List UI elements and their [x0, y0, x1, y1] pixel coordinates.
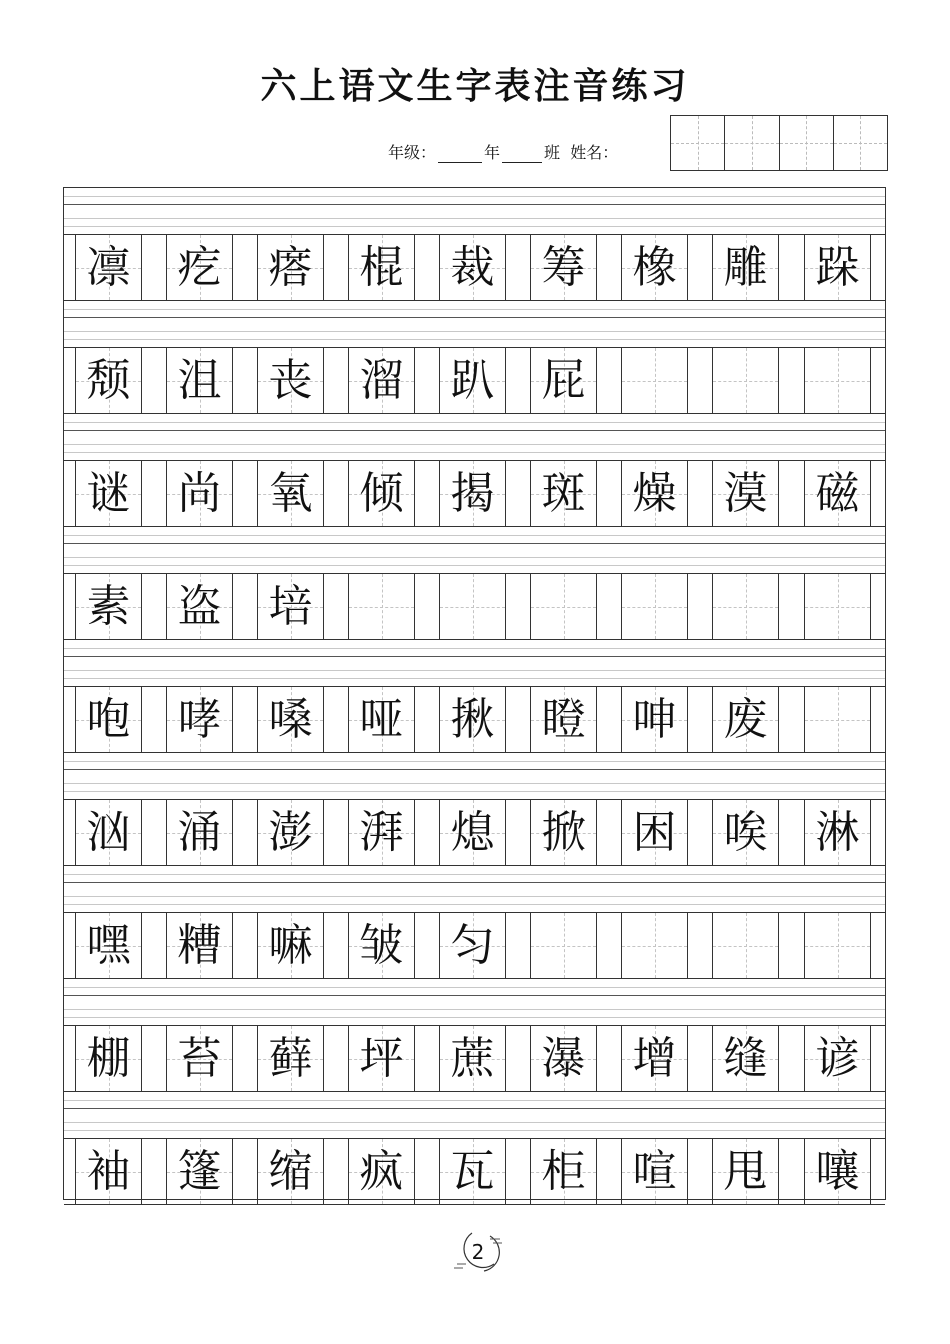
character-cell[interactable]	[166, 348, 233, 413]
character-cell[interactable]	[257, 1026, 324, 1091]
hanzi-character: 嚷	[815, 1146, 860, 1197]
character-cell[interactable]	[712, 1139, 779, 1204]
character-grid	[64, 1025, 885, 1092]
hanzi-character: 唉	[723, 807, 768, 858]
practice-row	[64, 1092, 885, 1205]
character-cell[interactable]	[166, 574, 233, 639]
hanzi-character: 揪	[450, 694, 495, 745]
character-cell[interactable]	[530, 348, 597, 413]
character-cell[interactable]	[257, 913, 324, 978]
character-cell[interactable]	[166, 913, 233, 978]
pinyin-lines[interactable]	[64, 527, 885, 573]
hanzi-character: 培	[268, 581, 313, 632]
character-cell[interactable]	[804, 461, 871, 526]
hanzi-character: 熄	[450, 807, 495, 858]
hanzi-character: 溜	[359, 355, 404, 406]
character-cell[interactable]	[166, 1139, 233, 1204]
character-cell[interactable]	[621, 913, 688, 978]
character-cell[interactable]	[348, 913, 415, 978]
hanzi-character: 嘿	[86, 920, 131, 971]
hanzi-character: 淋	[815, 807, 860, 858]
hanzi-character: 喧	[632, 1146, 677, 1197]
hanzi-character: 嗓	[268, 694, 313, 745]
hanzi-character: 涌	[177, 807, 222, 858]
hanzi-character: 苔	[177, 1033, 222, 1084]
hanzi-character: 袖	[86, 1146, 131, 1197]
character-cell[interactable]	[804, 348, 871, 413]
hanzi-character: 哮	[177, 694, 222, 745]
hanzi-character	[713, 348, 778, 413]
name-box[interactable]	[670, 115, 888, 171]
character-cell[interactable]	[621, 348, 688, 413]
hanzi-character	[622, 913, 687, 978]
grade-label: 年级：	[388, 143, 437, 162]
character-cell[interactable]	[166, 687, 233, 752]
character-cell[interactable]	[75, 687, 142, 752]
hanzi-character: 燥	[632, 468, 677, 519]
character-cell[interactable]	[166, 235, 233, 300]
character-cell[interactable]	[75, 913, 142, 978]
hanzi-character: 趴	[450, 355, 495, 406]
hanzi-character: 篷	[177, 1146, 222, 1197]
hanzi-character: 谚	[815, 1033, 860, 1084]
character-cell[interactable]	[75, 235, 142, 300]
hanzi-character: 棍	[359, 242, 404, 293]
hanzi-character: 颓	[86, 355, 131, 406]
practice-row	[64, 188, 885, 301]
character-cell[interactable]	[257, 574, 324, 639]
hanzi-character: 掀	[541, 807, 586, 858]
character-cell[interactable]	[621, 1026, 688, 1091]
character-cell[interactable]	[75, 1026, 142, 1091]
practice-row	[64, 414, 885, 527]
pinyin-lines[interactable]	[64, 301, 885, 347]
character-cell[interactable]	[530, 913, 597, 978]
page-title: 六上语文生字表注音练习	[260, 65, 690, 107]
character-cell[interactable]	[439, 574, 506, 639]
hanzi-character	[440, 574, 505, 639]
character-cell[interactable]	[712, 235, 779, 300]
page-number: 2	[471, 1240, 485, 1264]
character-cell[interactable]	[621, 687, 688, 752]
hanzi-character	[622, 348, 687, 413]
practice-row	[64, 527, 885, 640]
practice-row	[64, 301, 885, 414]
character-grid	[64, 912, 885, 979]
character-cell[interactable]	[75, 574, 142, 639]
character-cell[interactable]	[804, 235, 871, 300]
hanzi-character: 丧	[268, 355, 313, 406]
character-cell[interactable]	[530, 800, 597, 865]
character-cell[interactable]	[257, 235, 324, 300]
pinyin-lines[interactable]	[64, 866, 885, 912]
hanzi-character: 疯	[359, 1146, 404, 1197]
character-cell[interactable]	[712, 687, 779, 752]
hanzi-character: 湃	[359, 807, 404, 858]
hanzi-character: 沮	[177, 355, 222, 406]
character-cell[interactable]	[439, 1139, 506, 1204]
character-cell[interactable]	[712, 800, 779, 865]
practice-row	[64, 979, 885, 1092]
hanzi-character	[805, 913, 870, 978]
pinyin-lines[interactable]	[64, 640, 885, 686]
hanzi-character: 素	[86, 581, 131, 632]
character-cell[interactable]	[439, 800, 506, 865]
name-cell[interactable]	[725, 116, 779, 170]
hanzi-character: 增	[632, 1033, 677, 1084]
hanzi-character	[349, 574, 414, 639]
character-cell[interactable]	[621, 1139, 688, 1204]
pinyin-lines[interactable]	[64, 753, 885, 799]
character-cell[interactable]	[348, 574, 415, 639]
hanzi-character: 疙	[177, 242, 222, 293]
character-cell[interactable]	[75, 348, 142, 413]
character-cell[interactable]	[439, 461, 506, 526]
pinyin-lines[interactable]	[64, 1092, 885, 1138]
hanzi-character: 皱	[359, 920, 404, 971]
character-cell[interactable]	[439, 348, 506, 413]
hanzi-character	[622, 574, 687, 639]
character-cell[interactable]	[712, 348, 779, 413]
character-cell[interactable]	[530, 574, 597, 639]
character-cell[interactable]	[166, 461, 233, 526]
character-cell[interactable]	[257, 461, 324, 526]
hanzi-character: 磁	[815, 468, 860, 519]
character-cell[interactable]	[348, 348, 415, 413]
hanzi-character: 藓	[268, 1033, 313, 1084]
practice-sheet	[63, 187, 886, 1200]
hanzi-character: 困	[632, 807, 677, 858]
character-grid	[64, 1138, 885, 1205]
character-cell[interactable]	[530, 1139, 597, 1204]
character-cell[interactable]	[712, 574, 779, 639]
hanzi-character: 瘩	[268, 242, 313, 293]
character-cell[interactable]	[257, 800, 324, 865]
character-cell[interactable]	[530, 687, 597, 752]
hanzi-character	[531, 913, 596, 978]
character-cell[interactable]	[530, 461, 597, 526]
hanzi-character: 缝	[723, 1033, 768, 1084]
hanzi-character: 呻	[632, 694, 677, 745]
hanzi-character: 棚	[86, 1033, 131, 1084]
name-cell[interactable]	[780, 116, 834, 170]
hanzi-character: 谜	[86, 468, 131, 519]
character-grid	[64, 460, 885, 527]
name-cell[interactable]	[834, 116, 887, 170]
character-cell[interactable]	[804, 574, 871, 639]
hanzi-character: 漠	[723, 468, 768, 519]
practice-row	[64, 753, 885, 866]
character-cell[interactable]	[348, 461, 415, 526]
hanzi-character: 瞪	[541, 694, 586, 745]
hanzi-character: 斑	[541, 468, 586, 519]
character-cell[interactable]	[804, 913, 871, 978]
hanzi-character: 尚	[177, 468, 222, 519]
hanzi-character: 橡	[632, 242, 677, 293]
hanzi-character: 坪	[359, 1033, 404, 1084]
class-label: 班	[544, 143, 561, 162]
character-grid	[64, 573, 885, 640]
hanzi-character: 裁	[450, 242, 495, 293]
character-cell[interactable]	[712, 913, 779, 978]
character-cell[interactable]	[348, 687, 415, 752]
character-cell[interactable]	[804, 687, 871, 752]
hanzi-character: 废	[723, 694, 768, 745]
character-cell[interactable]	[804, 1139, 871, 1204]
practice-row	[64, 640, 885, 753]
hanzi-character: 瀑	[541, 1033, 586, 1084]
hanzi-character: 汹	[86, 807, 131, 858]
student-info	[388, 140, 618, 163]
character-grid	[64, 347, 885, 414]
hanzi-character	[805, 574, 870, 639]
pinyin-lines[interactable]	[64, 188, 885, 234]
character-grid	[64, 799, 885, 866]
character-cell[interactable]	[712, 461, 779, 526]
hanzi-character	[805, 348, 870, 413]
character-grid	[64, 234, 885, 301]
hanzi-character: 凛	[86, 242, 131, 293]
character-cell[interactable]	[257, 1139, 324, 1204]
character-cell[interactable]	[530, 1026, 597, 1091]
character-cell[interactable]	[75, 800, 142, 865]
hanzi-character: 瓦	[450, 1146, 495, 1197]
character-cell[interactable]	[348, 1139, 415, 1204]
character-cell[interactable]	[439, 913, 506, 978]
character-grid	[64, 686, 885, 753]
hanzi-character: 氧	[268, 468, 313, 519]
pinyin-lines[interactable]	[64, 979, 885, 1025]
name-label: 姓名：	[570, 143, 619, 162]
character-cell[interactable]	[257, 348, 324, 413]
hanzi-character: 甩	[723, 1146, 768, 1197]
practice-row	[64, 866, 885, 979]
hanzi-character	[713, 913, 778, 978]
pinyin-lines[interactable]	[64, 414, 885, 460]
character-cell[interactable]	[621, 461, 688, 526]
hanzi-character: 雕	[723, 242, 768, 293]
character-cell[interactable]	[621, 800, 688, 865]
class-blank[interactable]	[502, 146, 542, 163]
character-cell[interactable]	[804, 1026, 871, 1091]
hanzi-character: 筹	[541, 242, 586, 293]
year-label: 年	[484, 143, 501, 162]
hanzi-character	[713, 574, 778, 639]
hanzi-character: 揭	[450, 468, 495, 519]
hanzi-character: 盗	[177, 581, 222, 632]
grade-blank[interactable]	[438, 146, 482, 163]
character-cell[interactable]	[75, 461, 142, 526]
character-cell[interactable]	[166, 1026, 233, 1091]
character-cell[interactable]	[166, 800, 233, 865]
hanzi-character: 咆	[86, 694, 131, 745]
hanzi-character	[531, 574, 596, 639]
character-cell[interactable]	[439, 687, 506, 752]
hanzi-character: 缩	[268, 1146, 313, 1197]
hanzi-character: 匀	[450, 920, 495, 971]
character-cell[interactable]	[257, 687, 324, 752]
character-cell[interactable]	[439, 1026, 506, 1091]
page-number-badge	[452, 1230, 504, 1274]
hanzi-character: 嘛	[268, 920, 313, 971]
hanzi-character	[805, 687, 870, 752]
character-cell[interactable]	[439, 235, 506, 300]
name-cell[interactable]	[671, 116, 725, 170]
character-cell[interactable]	[75, 1139, 142, 1204]
character-cell[interactable]	[348, 1026, 415, 1091]
character-cell[interactable]	[804, 800, 871, 865]
hanzi-character: 澎	[268, 807, 313, 858]
hanzi-character: 哑	[359, 694, 404, 745]
hanzi-character: 糟	[177, 920, 222, 971]
hanzi-character: 跺	[815, 242, 860, 293]
character-cell[interactable]	[621, 574, 688, 639]
hanzi-character: 蔗	[450, 1033, 495, 1084]
character-cell[interactable]	[530, 235, 597, 300]
hanzi-character: 屁	[541, 355, 586, 406]
character-cell[interactable]	[348, 235, 415, 300]
character-cell[interactable]	[348, 800, 415, 865]
hanzi-character: 柜	[541, 1146, 586, 1197]
character-cell[interactable]	[621, 235, 688, 300]
hanzi-character: 倾	[359, 468, 404, 519]
character-cell[interactable]	[712, 1026, 779, 1091]
